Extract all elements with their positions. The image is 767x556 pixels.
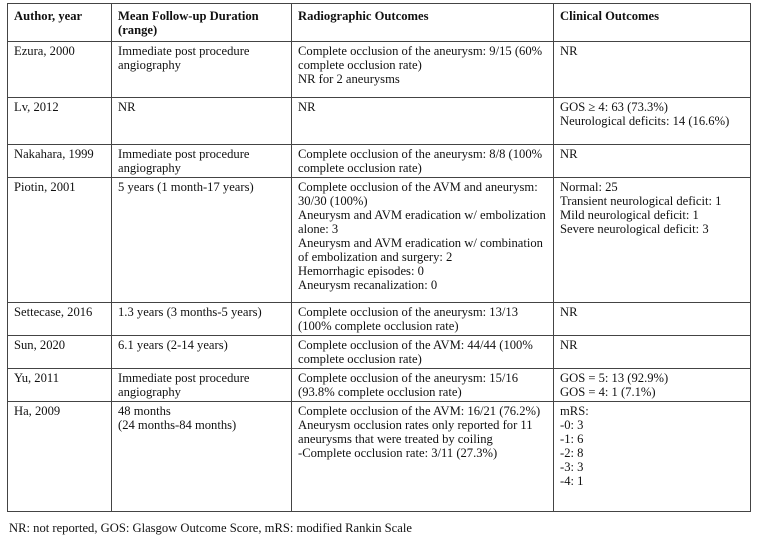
- table-row: [8, 145, 751, 178]
- radiographic-line: Complete occlusion of the AVM and aneurysm: 30/30 (100%): [298, 180, 538, 208]
- clinical-line: -3: 3: [560, 460, 584, 474]
- table-body: [8, 42, 751, 512]
- header-clinical-outcomes: Clinical Outcomes: [554, 4, 751, 42]
- radiographic-line: Complete occlusion of the aneurysm: 13/13 (100% complete occlusion rate): [298, 305, 518, 333]
- radiographic-cell: [292, 336, 554, 369]
- radiographic-line: Aneurysm recanalization: 0: [298, 278, 438, 292]
- clinical-line: -0: 3: [560, 418, 584, 432]
- table-row: [8, 178, 751, 303]
- radiographic-cell: [292, 369, 554, 402]
- radiographic-cell: [292, 42, 554, 98]
- author-year-cell: Ezura, 2000: [8, 42, 112, 98]
- clinical-line: -2: 8: [560, 446, 584, 460]
- table-footnote: NR: not reported, GOS: Glasgow Outcome Score, mRS: modified Rankin Scale: [9, 521, 412, 535]
- radiographic-line: Complete occlusion of the AVM: 16/21 (76.2%): [298, 404, 541, 418]
- clinical-line: Normal: 25: [560, 180, 618, 194]
- followup-cell: [112, 98, 292, 145]
- followup-line: NR: [118, 100, 136, 114]
- followup-cell: [112, 336, 292, 369]
- radiographic-cell: [292, 402, 554, 512]
- followup-cell: [112, 303, 292, 336]
- followup-line: 6.1 years (2-14 years): [118, 338, 228, 352]
- followup-cell: [112, 178, 292, 303]
- radiographic-line: Complete occlusion of the aneurysm: 9/15 (60% complete occlusion rate): [298, 44, 543, 72]
- author-year-cell: Settecase, 2016: [8, 303, 112, 336]
- radiographic-line: -Complete occlusion rate: 3/11 (27.3%): [298, 446, 498, 460]
- radiographic-cell: [292, 303, 554, 336]
- radiographic-cell: [292, 178, 554, 303]
- clinical-cell: [554, 145, 751, 178]
- clinical-line: Neurological deficits: 14 (16.6%): [560, 114, 730, 128]
- followup-line: 48 months: [118, 404, 171, 418]
- table-row: [8, 402, 751, 512]
- header-author-year: Author, year: [8, 4, 112, 42]
- clinical-cell: [554, 336, 751, 369]
- followup-line: (24 months-84 months): [118, 418, 237, 432]
- radiographic-line: NR: [298, 100, 316, 114]
- clinical-line: mRS:: [560, 404, 589, 418]
- author-year-cell: Lv, 2012: [8, 98, 112, 145]
- clinical-cell: [554, 42, 751, 98]
- table-row: [8, 336, 751, 369]
- followup-cell: [112, 145, 292, 178]
- outcomes-table: [7, 3, 751, 512]
- clinical-line: NR: [560, 44, 578, 58]
- clinical-cell: [554, 98, 751, 145]
- followup-line: Immediate post procedure angiography: [118, 371, 250, 399]
- radiographic-cell: [292, 145, 554, 178]
- clinical-line: GOS = 4: 1 (7.1%): [560, 385, 656, 399]
- clinical-line: Mild neurological deficit: 1: [560, 208, 699, 222]
- radiographic-line: Aneurysm and AVM eradication w/ combination of embolization and surgery: 2: [298, 236, 543, 264]
- followup-cell: [112, 402, 292, 512]
- radiographic-line: NR for 2 aneurysms: [298, 72, 400, 86]
- followup-line: Immediate post procedure angiography: [118, 147, 250, 175]
- header-row: [8, 4, 751, 42]
- author-year-cell: Sun, 2020: [8, 336, 112, 369]
- author-year-cell: Nakahara, 1999: [8, 145, 112, 178]
- clinical-line: -1: 6: [560, 432, 584, 446]
- followup-line: Immediate post procedure angiography: [118, 44, 250, 72]
- table-row: [8, 369, 751, 402]
- radiographic-line: Hemorrhagic episodes: 0: [298, 264, 424, 278]
- table-row: [8, 303, 751, 336]
- radiographic-line: Aneurysm occlusion rates only reported for 11 aneurysms that were treated by coiling: [298, 418, 533, 446]
- followup-cell: [112, 369, 292, 402]
- clinical-cell: [554, 178, 751, 303]
- table-row: [8, 42, 751, 98]
- radiographic-cell: [292, 98, 554, 145]
- table-row: [8, 98, 751, 145]
- clinical-line: GOS = 5: 13 (92.9%): [560, 371, 669, 385]
- radiographic-line: Complete occlusion of the aneurysm: 15/16 (93.8% complete occlusion rate): [298, 371, 518, 399]
- followup-line: 5 years (1 month-17 years): [118, 180, 254, 194]
- header-radiographic-outcomes: Radiographic Outcomes: [292, 4, 554, 42]
- clinical-cell: [554, 369, 751, 402]
- clinical-line: Transient neurological deficit: 1: [560, 194, 722, 208]
- clinical-line: Severe neurological deficit: 3: [560, 222, 709, 236]
- clinical-line: NR: [560, 305, 578, 319]
- clinical-line: GOS ≥ 4: 63 (73.3%): [560, 100, 669, 114]
- clinical-line: NR: [560, 147, 578, 161]
- radiographic-line: Complete occlusion of the aneurysm: 8/8 (100% complete occlusion rate): [298, 147, 543, 175]
- clinical-cell: [554, 303, 751, 336]
- clinical-line: -4: 1: [560, 474, 584, 488]
- author-year-cell: Ha, 2009: [8, 402, 112, 512]
- clinical-cell: [554, 402, 751, 512]
- followup-cell: [112, 42, 292, 98]
- radiographic-line: Complete occlusion of the AVM: 44/44 (100% complete occlusion rate): [298, 338, 533, 366]
- radiographic-line: Aneurysm and AVM eradication w/ embolization alone: 3: [298, 208, 546, 236]
- author-year-cell: Yu, 2011: [8, 369, 112, 402]
- followup-line: 1.3 years (3 months-5 years): [118, 305, 262, 319]
- clinical-line: NR: [560, 338, 578, 352]
- author-year-cell: Piotin, 2001: [8, 178, 112, 303]
- header-followup-duration: Mean Follow-up Duration (range): [112, 4, 292, 42]
